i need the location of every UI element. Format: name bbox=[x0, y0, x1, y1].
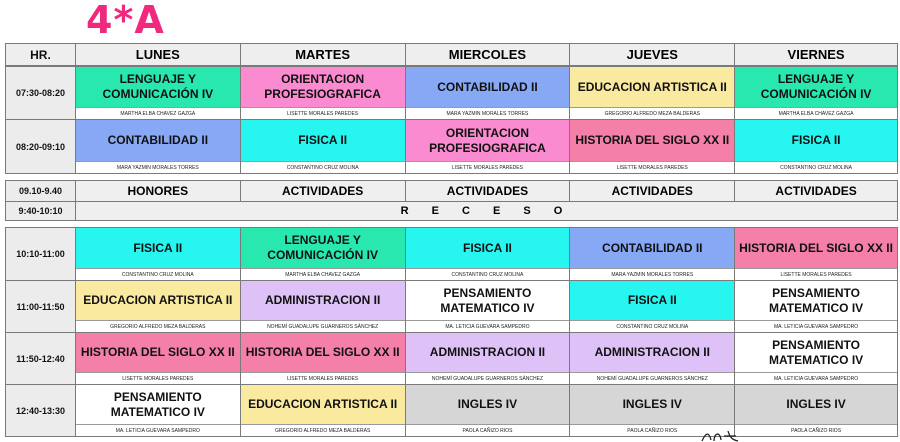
activity-cell: ACTIVIDADES bbox=[735, 181, 898, 202]
late-block bbox=[5, 227, 898, 437]
receso-row bbox=[5, 202, 898, 221]
subject-name: ORIENTACION PROFESIOGRAFICA bbox=[241, 67, 405, 107]
teacher-name: CONSTANTINO CRUZ MOLINA bbox=[76, 268, 240, 280]
subject-name: FISICA II bbox=[406, 228, 570, 268]
teacher-name: PAOLA CAÑIZO RIOS bbox=[735, 424, 897, 436]
teacher-name: PAOLA CAÑIZO RIOS bbox=[406, 424, 570, 436]
class-slot bbox=[570, 281, 735, 333]
header-row bbox=[5, 43, 898, 66]
day-header: MARTES bbox=[241, 43, 406, 66]
teacher-name: PAOLA CAÑIZO RIOS bbox=[570, 424, 734, 436]
class-title: 4*A bbox=[86, 0, 165, 42]
time-label: 11:50-12:40 bbox=[6, 333, 76, 385]
class-slot bbox=[406, 333, 571, 385]
class-slot bbox=[406, 120, 571, 174]
class-slot bbox=[735, 228, 898, 281]
subject-name: CONTABILIDAD II bbox=[570, 228, 734, 268]
subject-name: FISICA II bbox=[735, 120, 897, 161]
teacher-name: MARTHA ELBA CHAVEZ GAZGA bbox=[735, 107, 897, 119]
subject-name: ADMINISTRACION II bbox=[406, 333, 570, 372]
teacher-name: GREGORIO ALFREDO MEZA BALDERAS bbox=[241, 424, 405, 436]
class-slot bbox=[570, 67, 735, 120]
morning-block bbox=[5, 66, 898, 174]
class-slot bbox=[570, 333, 735, 385]
subject-name: PENSAMIENTO MATEMATICO IV bbox=[406, 281, 570, 320]
subject-name: CONTABILIDAD II bbox=[406, 67, 570, 107]
class-slot bbox=[76, 385, 241, 437]
subject-name: EDUCACION ARTISTICA II bbox=[570, 67, 734, 107]
schedule-row bbox=[5, 281, 898, 333]
class-slot bbox=[735, 67, 898, 120]
receso-cell: R E C E S O bbox=[76, 202, 898, 221]
class-slot bbox=[76, 281, 241, 333]
class-slot bbox=[241, 120, 406, 174]
class-slot bbox=[241, 333, 406, 385]
day-header: LUNES bbox=[76, 43, 241, 66]
schedule-row bbox=[5, 385, 898, 437]
teacher-name: GREGORIO ALFREDO MEZA BALDERAS bbox=[570, 107, 734, 119]
teacher-name: MARA YAZMIN MORALES TORRES bbox=[570, 268, 734, 280]
class-slot bbox=[735, 120, 898, 174]
teacher-name: MARTHA ELBA CHAVEZ GAZGA bbox=[241, 268, 405, 280]
class-slot bbox=[241, 385, 406, 437]
subject-name: ADMINISTRACION II bbox=[241, 281, 405, 320]
subject-name: PENSAMIENTO MATEMATICO IV bbox=[76, 385, 240, 424]
activity-cell: ACTIVIDADES bbox=[241, 181, 406, 202]
subject-name: LENGUAJE Y COMUNICACIÓN IV bbox=[735, 67, 897, 107]
subject-name: LENGUAJE Y COMUNICACIÓN IV bbox=[241, 228, 405, 268]
teacher-name: LISETTE MORALES PAREDES bbox=[241, 107, 405, 119]
teacher-name: LISETTE MORALES PAREDES bbox=[406, 161, 570, 173]
time-label: 9:40-10:10 bbox=[6, 202, 76, 221]
teacher-name: MA. LETICIA GUEVARA SAMPEDRO bbox=[76, 424, 240, 436]
class-slot bbox=[76, 228, 241, 281]
subject-name: HISTORIA DEL SIGLO XX II bbox=[241, 333, 405, 372]
teacher-name: LISETTE MORALES PAREDES bbox=[570, 161, 734, 173]
class-slot bbox=[241, 281, 406, 333]
class-slot bbox=[76, 120, 241, 174]
activity-cell: ACTIVIDADES bbox=[570, 181, 735, 202]
time-label: 09.10-9.40 bbox=[6, 181, 76, 202]
subject-name: EDUCACION ARTISTICA II bbox=[241, 385, 405, 424]
subject-name: CONTABILIDAD II bbox=[76, 120, 240, 161]
class-slot bbox=[241, 67, 406, 120]
subject-name: INGLES IV bbox=[406, 385, 570, 424]
subject-name: INGLES IV bbox=[570, 385, 734, 424]
teacher-name: MA. LETICIA GUEVARA SAMPEDRO bbox=[406, 320, 570, 332]
class-slot bbox=[76, 67, 241, 120]
teacher-name: LISETTE MORALES PAREDES bbox=[241, 372, 405, 384]
time-label: 10:10-11:00 bbox=[6, 228, 76, 281]
time-label: 07:30-08:20 bbox=[6, 67, 76, 120]
class-slot bbox=[406, 385, 571, 437]
subject-name: HISTORIA DEL SIGLO XX II bbox=[735, 228, 897, 268]
teacher-name: CONSTANTINO CRUZ MOLINA bbox=[735, 161, 897, 173]
teacher-name: MARA YAZMIN MORALES TORRES bbox=[76, 161, 240, 173]
schedule-row bbox=[5, 66, 898, 120]
subject-name: EDUCACION ARTISTICA II bbox=[76, 281, 240, 320]
day-header: VIERNES bbox=[735, 43, 898, 66]
subject-name: FISICA II bbox=[76, 228, 240, 268]
honores-row bbox=[5, 180, 898, 202]
class-slot bbox=[735, 333, 898, 385]
class-slot bbox=[406, 228, 571, 281]
day-header: MIERCOLES bbox=[406, 43, 571, 66]
class-slot bbox=[241, 228, 406, 281]
class-slot bbox=[406, 281, 571, 333]
teacher-name: NOHEMÍ GUADALUPE GUARNEROS SÁNCHEZ bbox=[241, 320, 405, 332]
subject-name: INGLES IV bbox=[735, 385, 897, 424]
subject-name: ORIENTACION PROFESIOGRAFICA bbox=[406, 120, 570, 161]
class-slot bbox=[406, 67, 571, 120]
teacher-name: CONSTANTINO CRUZ MOLINA bbox=[406, 268, 570, 280]
schedule-grid bbox=[5, 43, 898, 437]
teacher-name: NOHEMÍ GUADALUPE GUARNEROS SÁNCHEZ bbox=[406, 372, 570, 384]
activity-cell: HONORES bbox=[76, 181, 241, 202]
class-slot bbox=[570, 228, 735, 281]
class-slot bbox=[76, 333, 241, 385]
time-label: 11:00-11:50 bbox=[6, 281, 76, 333]
hour-header: HR. bbox=[6, 43, 76, 66]
signature-scribble bbox=[700, 428, 760, 442]
activity-cell: ACTIVIDADES bbox=[406, 181, 571, 202]
teacher-name: MA. LETICIA GUEVARA SAMPEDRO bbox=[735, 320, 897, 332]
class-slot bbox=[735, 281, 898, 333]
teacher-name: LISETTE MORALES PAREDES bbox=[76, 372, 240, 384]
subject-name: FISICA II bbox=[570, 281, 734, 320]
class-slot bbox=[570, 120, 735, 174]
schedule-row bbox=[5, 120, 898, 174]
teacher-name: LISETTE MORALES PAREDES bbox=[735, 268, 897, 280]
teacher-name: MARTHA ELBA CHAVEZ GAZGA bbox=[76, 107, 240, 119]
subject-name: FISICA II bbox=[241, 120, 405, 161]
teacher-name: MA. LETICIA GUEVARA SAMPEDRO bbox=[735, 372, 897, 384]
teacher-name: GREGORIO ALFREDO MEZA BALDERAS bbox=[76, 320, 240, 332]
day-header: JUEVES bbox=[570, 43, 735, 66]
subject-name: HISTORIA DEL SIGLO XX II bbox=[570, 120, 734, 161]
subject-name: PENSAMIENTO MATEMATICO IV bbox=[735, 333, 897, 372]
schedule-row bbox=[5, 333, 898, 385]
teacher-name: CONSTANTINO CRUZ MOLINA bbox=[241, 161, 405, 173]
teacher-name: CONSTANTINO CRUZ MOLINA bbox=[570, 320, 734, 332]
teacher-name: NOHEMÍ GUADALUPE GUARNEROS SÁNCHEZ bbox=[570, 372, 734, 384]
time-label: 08:20-09:10 bbox=[6, 120, 76, 174]
teacher-name: MARA YAZMIN MORALES TORRES bbox=[406, 107, 570, 119]
subject-name: HISTORIA DEL SIGLO XX II bbox=[76, 333, 240, 372]
schedule-row bbox=[5, 227, 898, 281]
subject-name: ADMINISTRACION II bbox=[570, 333, 734, 372]
subject-name: LENGUAJE Y COMUNICACIÓN IV bbox=[76, 67, 240, 107]
subject-name: PENSAMIENTO MATEMATICO IV bbox=[735, 281, 897, 320]
time-label: 12:40-13:30 bbox=[6, 385, 76, 437]
